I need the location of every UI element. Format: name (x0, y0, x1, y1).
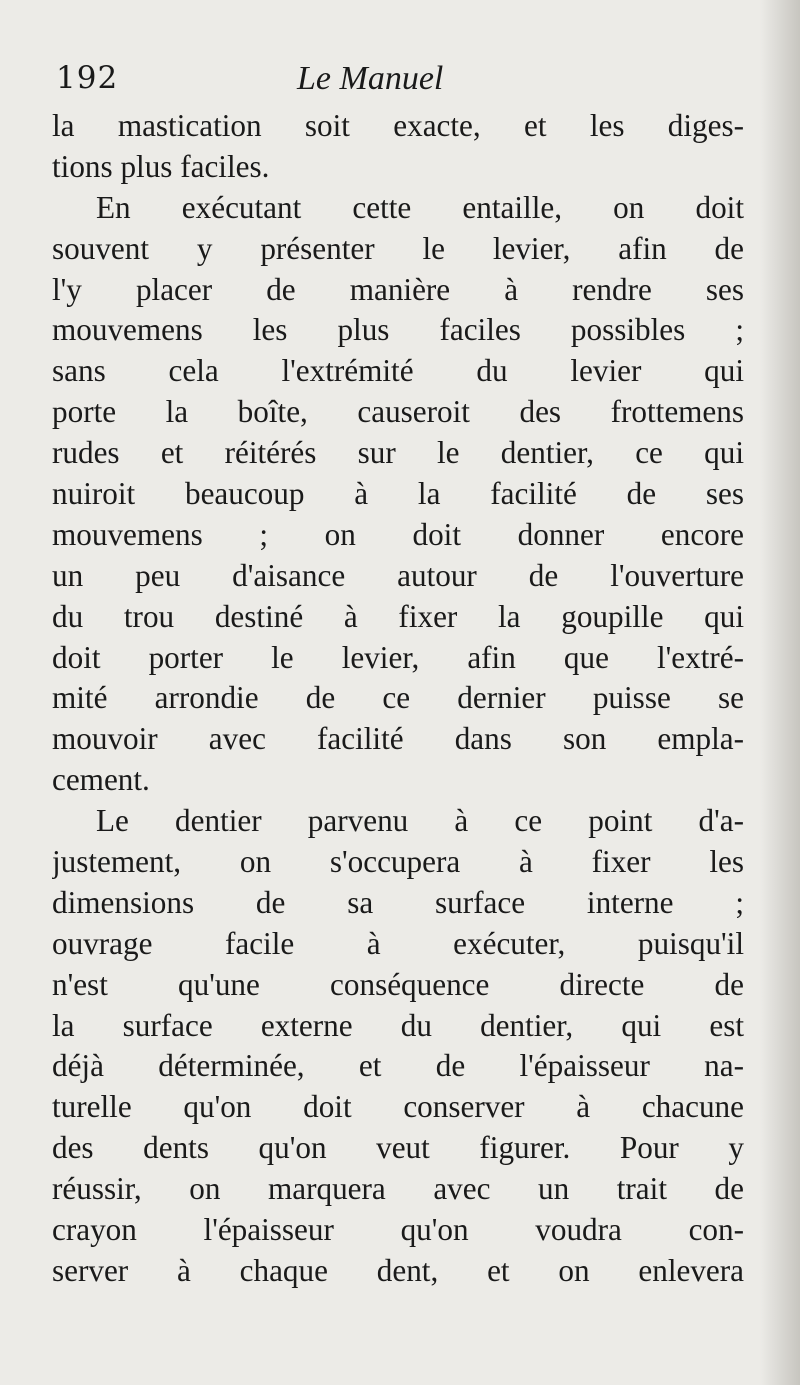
book-page (52, 60, 744, 1292)
text-line: cement. (52, 762, 150, 798)
text-line: déjà déterminée, et de l'épaisseur na- (52, 1048, 744, 1084)
paragraph-2 (52, 188, 744, 801)
text-line: la mastication soit exacte, et les diges- (52, 108, 744, 143)
text-line: porte la boîte, causeroit des frottemens (52, 394, 744, 430)
text-line: dimensions de sa surface interne ; (52, 884, 744, 920)
text-line: server à chaque dent, et on enlevera (52, 1252, 744, 1288)
running-head (52, 60, 744, 106)
text-line: l'y placer de manière à rendre ses (52, 271, 744, 307)
text-line: rudes et réitérés sur le dentier, ce qui (52, 435, 744, 471)
text-line: ouvrage facile à exécuter, puisqu'il (52, 925, 744, 961)
text-line: nuiroit beaucoup à la facilité de ses (52, 476, 744, 512)
text-line: sans cela l'extrémité du levier qui (52, 353, 744, 389)
text-line: crayon l'épaisseur qu'on voudra con- (52, 1212, 744, 1248)
text-line: n'est qu'une conséquence directe de (52, 966, 744, 1002)
running-title: Le Manuel (297, 60, 444, 97)
text-line: un peu d'aisance autour de l'ouverture (52, 557, 744, 593)
text-line: du trou destiné à fixer la goupille qui (52, 598, 744, 634)
paragraph-3 (52, 801, 744, 1292)
text-line: Le dentier parvenu à ce point d'a- (96, 803, 744, 839)
text-line: justement, on s'occupera à fixer les (52, 844, 744, 880)
text-line: réussir, on marquera avec un trait de (52, 1171, 744, 1207)
text-line: mouvoir avec facilité dans son empla- (52, 721, 744, 757)
text-line: mouvemens ; on doit donner encore (52, 516, 744, 552)
text-line: souvent y présenter le levier, afin de (52, 230, 744, 266)
page-edge-shadow (760, 0, 800, 1385)
text-line: mité arrondie de ce dernier puisse se (52, 680, 744, 716)
body-text (52, 106, 744, 1292)
text-line: turelle qu'on doit conserver à chacune (52, 1089, 744, 1125)
text-line: mouvemens les plus faciles possibles ; (52, 312, 744, 348)
text-line: la surface externe du dentier, qui est (52, 1007, 744, 1043)
paragraph-1 (52, 106, 744, 188)
page-number: 192 (56, 60, 119, 96)
text-line: En exécutant cette entaille, on doit (96, 189, 744, 225)
text-line: tions plus faciles. (52, 148, 270, 184)
text-line: doit porter le levier, afin que l'extré- (52, 639, 744, 675)
text-line: des dents qu'on veut figurer. Pour y (52, 1130, 744, 1166)
